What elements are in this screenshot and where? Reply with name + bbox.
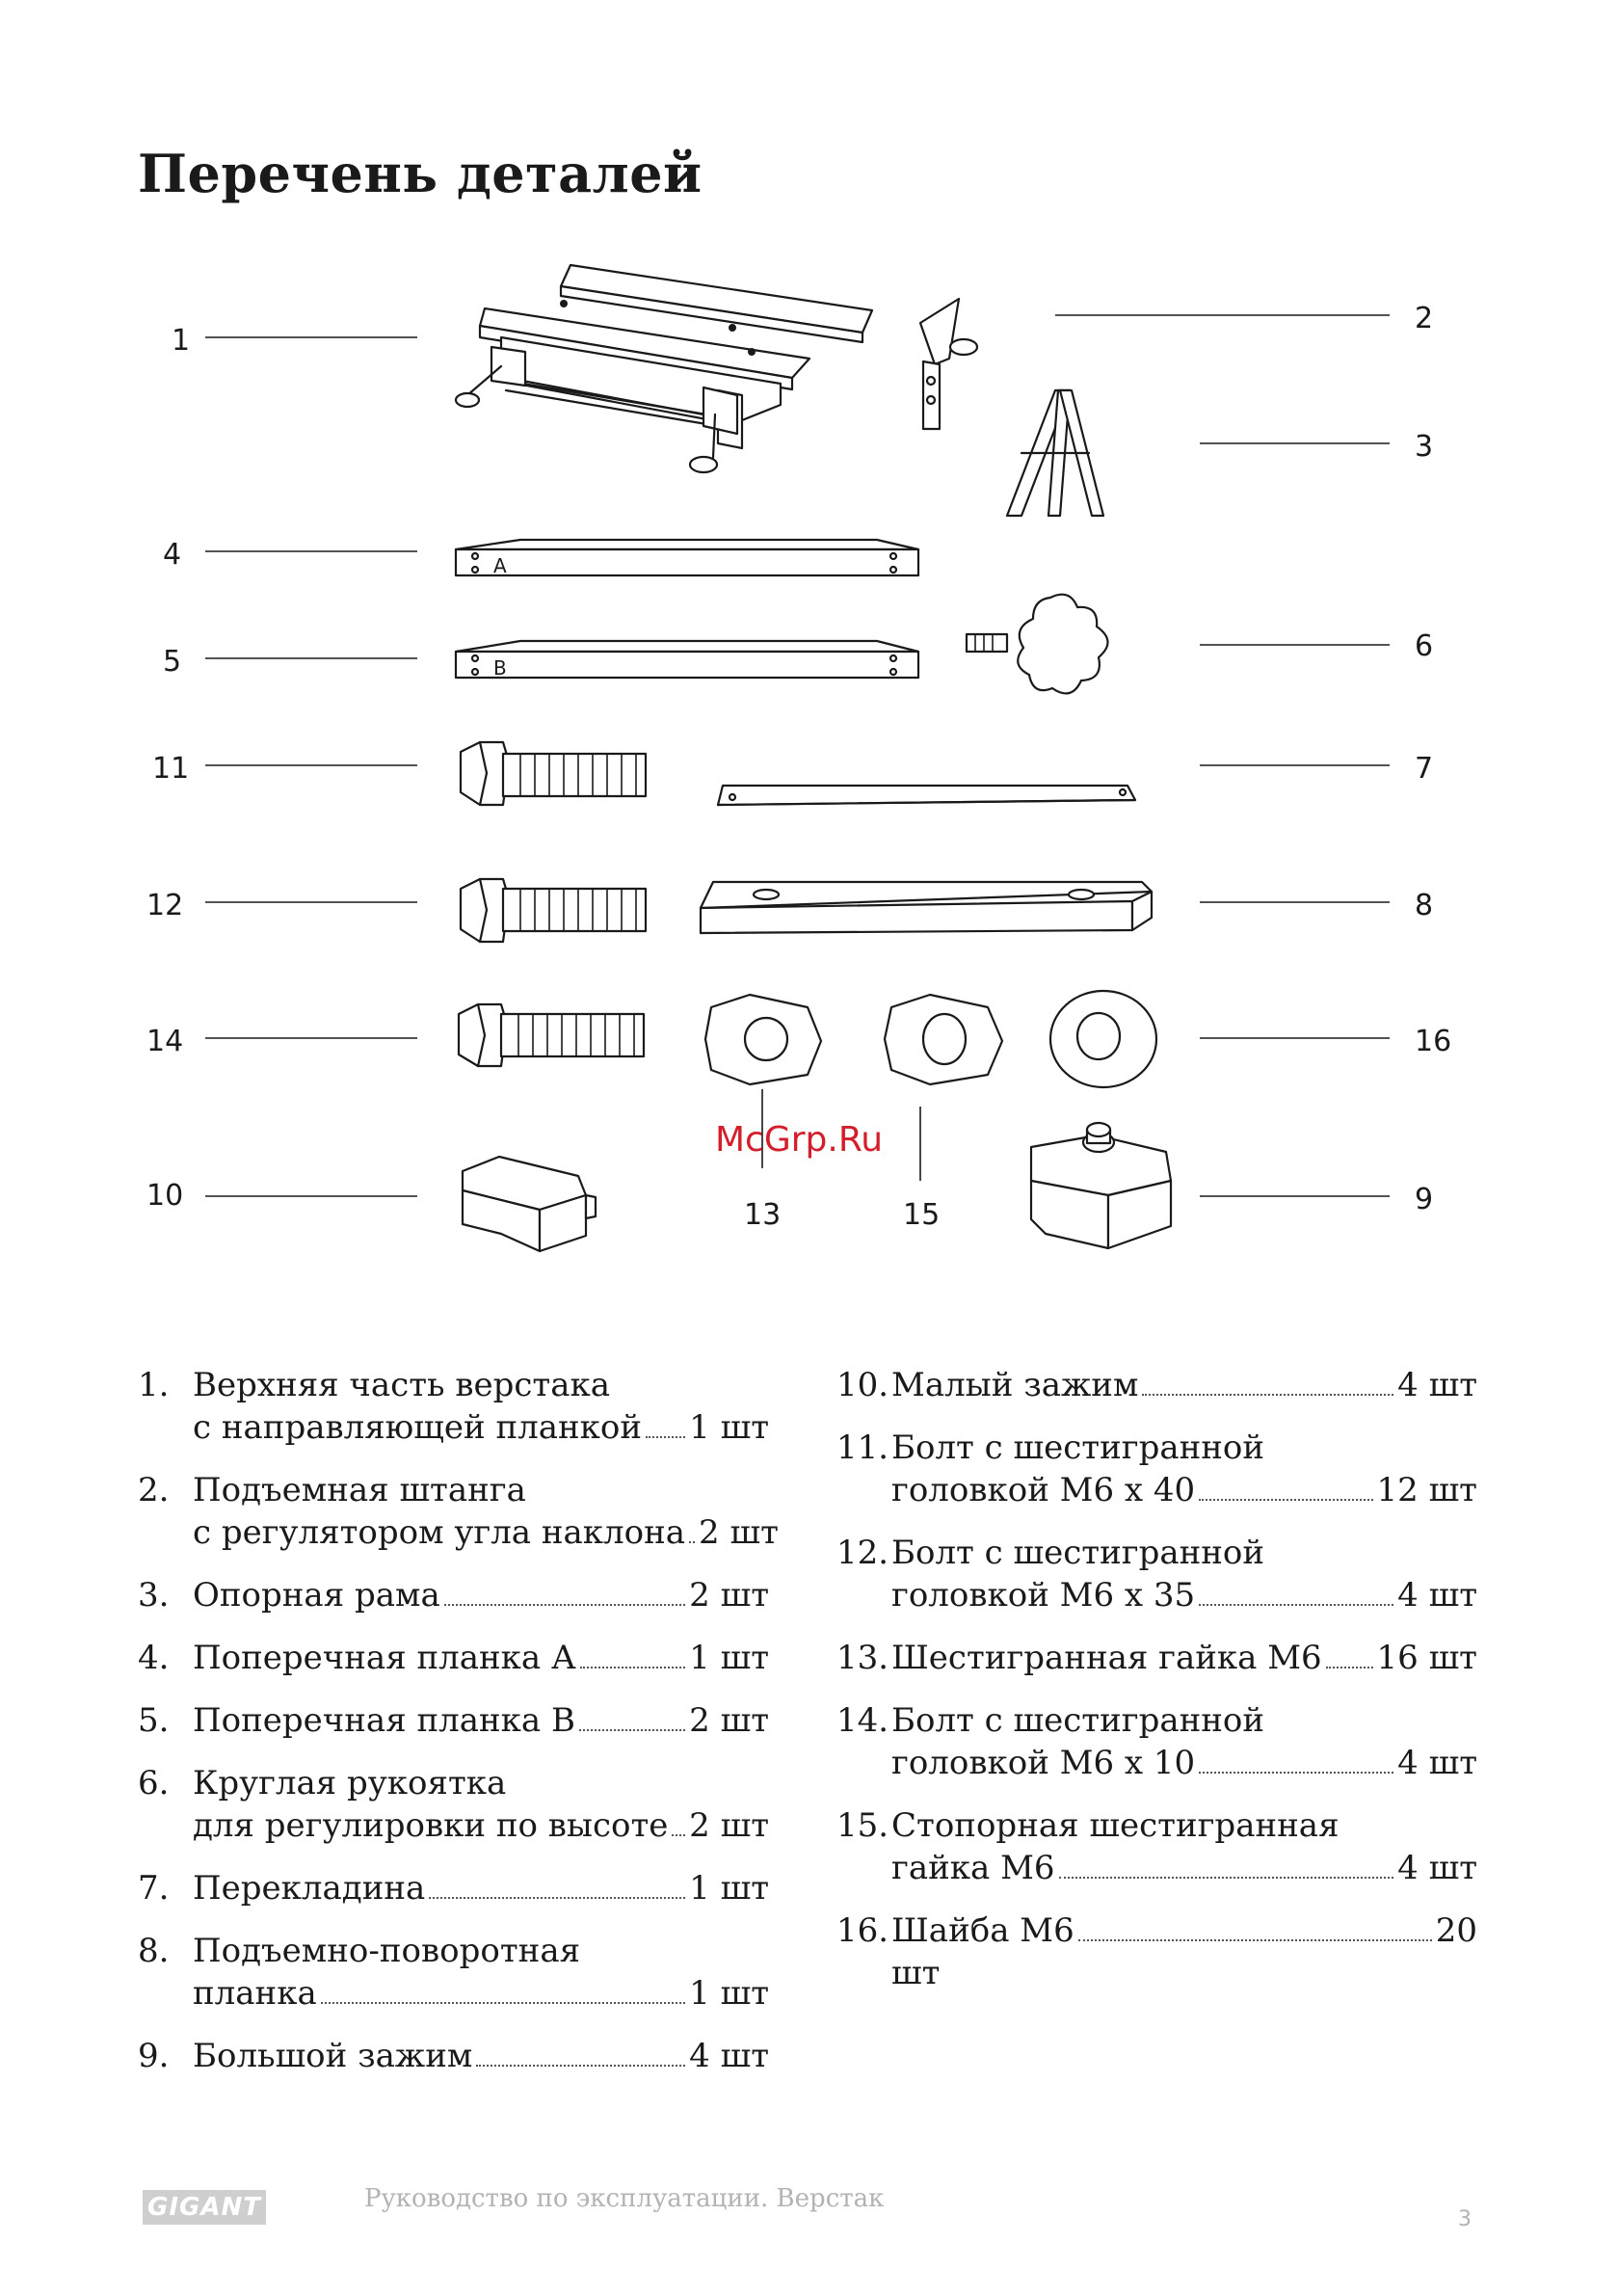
part-description xyxy=(891,1427,1477,1511)
part-number: 2. xyxy=(138,1471,170,1509)
part-item xyxy=(836,1427,1477,1511)
part-item xyxy=(138,1930,769,2015)
parts-list-right xyxy=(836,1364,1477,2015)
bolt-10-drawing xyxy=(459,1004,644,1066)
part-quantity: 4 шт xyxy=(1397,1849,1477,1887)
part-item xyxy=(836,1532,1477,1616)
part-name: Опорная рама xyxy=(193,1576,440,1615)
label-1: 1 xyxy=(172,324,191,358)
part-item xyxy=(138,1469,779,1554)
label-10: 10 xyxy=(146,1179,184,1213)
leader-dots xyxy=(1059,1877,1394,1879)
part-item xyxy=(138,1699,769,1742)
leader-dots xyxy=(672,1834,685,1836)
lifting-rod-drawing xyxy=(920,299,977,429)
slat-a-letter: A xyxy=(493,554,507,577)
washer-drawing xyxy=(1050,991,1156,1087)
part-description xyxy=(193,1930,769,2015)
part-description xyxy=(891,1699,1477,1784)
part-description xyxy=(193,1364,769,1449)
part-number: 5. xyxy=(138,1701,170,1740)
part-number: 6. xyxy=(138,1764,170,1802)
part-number: 15. xyxy=(836,1806,889,1845)
part-description xyxy=(891,1804,1477,1889)
slat-b-drawing xyxy=(456,641,918,680)
round-knob-drawing xyxy=(967,595,1108,694)
label-16: 16 xyxy=(1415,1025,1452,1058)
part-number: 4. xyxy=(138,1639,170,1677)
part-item xyxy=(138,1762,769,1847)
lock-nut-drawing xyxy=(885,995,1002,1084)
label-9: 9 xyxy=(1415,1183,1434,1216)
leader-dots xyxy=(1326,1667,1373,1669)
part-description xyxy=(193,1574,769,1616)
part-description xyxy=(891,1532,1477,1616)
part-description xyxy=(891,1909,1477,1994)
label-12: 12 xyxy=(146,889,184,922)
slat-b-letter: B xyxy=(493,656,507,680)
part-number: 3. xyxy=(138,1576,170,1615)
part-name-line: Подъемная штанга xyxy=(193,1471,526,1509)
part-description xyxy=(193,1867,769,1909)
part-description xyxy=(193,1637,769,1679)
leader-dots xyxy=(1199,1604,1393,1606)
part-item xyxy=(836,1637,1477,1679)
part-item xyxy=(836,1804,1477,1889)
leader-dots xyxy=(444,1604,685,1606)
part-number: 12. xyxy=(836,1534,889,1572)
part-quantity: 2 шт xyxy=(699,1513,779,1552)
part-quantity: 2 шт xyxy=(689,1806,769,1845)
page-number: 3 xyxy=(1458,2207,1472,2231)
label-3: 3 xyxy=(1415,430,1434,464)
part-quantity: 12 шт xyxy=(1376,1471,1477,1509)
crossbar-drawing xyxy=(718,786,1135,805)
label-7: 7 xyxy=(1415,752,1434,786)
part-quantity: 1 шт xyxy=(689,1869,769,1908)
leader-dots xyxy=(429,1897,685,1899)
label-8: 8 xyxy=(1415,889,1434,922)
label-13: 13 xyxy=(744,1198,782,1232)
part-description xyxy=(891,1637,1477,1679)
part-name: головкой М6 х 10 xyxy=(891,1744,1196,1782)
label-11: 11 xyxy=(152,752,190,786)
part-item xyxy=(836,1364,1477,1406)
leader-dots xyxy=(1142,1394,1393,1396)
part-name-line: Стопорная шестигранная xyxy=(891,1806,1339,1845)
part-quantity: 1 шт xyxy=(689,1639,769,1677)
part-name: Поперечная планка А xyxy=(193,1639,576,1677)
part-description xyxy=(193,1762,769,1847)
leader-dots xyxy=(580,1667,685,1669)
part-name: Перекладина xyxy=(193,1869,426,1908)
page-title: Перечень деталей xyxy=(138,143,703,204)
part-number: 8. xyxy=(138,1932,170,1970)
part-description xyxy=(891,1364,1477,1406)
leader-dots xyxy=(1199,1499,1372,1501)
part-number: 11. xyxy=(836,1428,889,1467)
part-name: Малый зажим xyxy=(891,1366,1139,1404)
part-description xyxy=(193,1699,769,1742)
part-name: головкой М6 х 40 xyxy=(891,1471,1196,1509)
part-item xyxy=(138,1867,769,1909)
part-item xyxy=(836,1909,1477,1994)
bolt-35-drawing xyxy=(461,879,646,942)
part-item xyxy=(138,1364,769,1449)
footer-text: Руководство по эксплуатации. Верстак xyxy=(364,2184,885,2213)
part-name: Шайба М6 xyxy=(891,1911,1074,1950)
part-number: 16. xyxy=(836,1911,889,1950)
label-15: 15 xyxy=(903,1198,941,1232)
hex-nut-drawing xyxy=(705,995,821,1084)
label-5: 5 xyxy=(163,645,182,679)
part-name-line: Болт с шестигранной xyxy=(891,1701,1265,1740)
part-name: с регулятором угла наклона xyxy=(193,1513,686,1552)
part-number: 10. xyxy=(836,1366,889,1404)
small-clamp-drawing xyxy=(463,1157,596,1251)
part-number: 9. xyxy=(138,2037,170,2075)
leader-dots xyxy=(579,1729,685,1731)
part-number: 14. xyxy=(836,1701,889,1740)
part-number: 7. xyxy=(138,1869,170,1908)
part-name: планка xyxy=(193,1974,317,2013)
part-name-line: Болт с шестигранной xyxy=(891,1428,1265,1467)
part-name: головкой М6 х 35 xyxy=(891,1576,1196,1615)
part-name-line: Болт с шестигранной xyxy=(891,1534,1265,1572)
part-item xyxy=(138,1637,769,1679)
label-2: 2 xyxy=(1415,302,1434,335)
swivel-bar-drawing xyxy=(701,882,1152,933)
part-name: с направляющей планкой xyxy=(193,1408,643,1447)
slat-a-drawing xyxy=(456,540,918,577)
part-quantity: 1 шт xyxy=(689,1408,769,1447)
part-item xyxy=(138,2035,769,2077)
workbench-top-drawing xyxy=(456,265,872,472)
part-quantity: 4 шт xyxy=(689,2037,769,2075)
part-name-line: Верхняя часть верстака xyxy=(193,1366,611,1404)
label-14: 14 xyxy=(146,1025,184,1058)
leader-dots xyxy=(321,2002,685,2004)
part-description xyxy=(193,2035,769,2077)
brand-logo: GIGANT xyxy=(143,2190,266,2225)
part-number: 13. xyxy=(836,1639,889,1677)
part-quantity: 2 шт xyxy=(689,1576,769,1615)
label-6: 6 xyxy=(1415,629,1434,663)
part-name: для регулировки по высоте xyxy=(193,1806,669,1845)
part-item xyxy=(836,1699,1477,1784)
part-number: 1. xyxy=(138,1366,170,1404)
part-name: Шестигранная гайка М6 xyxy=(891,1639,1322,1677)
part-quantity-unit: шт xyxy=(891,1954,941,1992)
part-description xyxy=(193,1469,779,1554)
part-quantity: 4 шт xyxy=(1397,1366,1477,1404)
part-name: Большой зажим xyxy=(193,2037,473,2075)
label-4: 4 xyxy=(163,538,182,572)
part-name: гайка М6 xyxy=(891,1849,1055,1887)
part-item xyxy=(138,1574,769,1616)
part-name-line: Подъемно-поворотная xyxy=(193,1932,581,1970)
leader-dots xyxy=(476,2065,685,2067)
large-clamp-drawing xyxy=(1031,1123,1171,1248)
part-name-line: Круглая рукоятка xyxy=(193,1764,507,1802)
part-quantity: 16 шт xyxy=(1376,1639,1477,1677)
part-name: Поперечная планка В xyxy=(193,1701,575,1740)
support-frame-drawing xyxy=(1007,390,1103,516)
part-quantity: 20 xyxy=(1435,1911,1477,1950)
part-quantity: 4 шт xyxy=(1397,1576,1477,1615)
parts-list-left xyxy=(138,1364,779,2097)
leader-dots xyxy=(689,1541,695,1543)
watermark: McGrp.Ru xyxy=(715,1120,884,1160)
leader-dots xyxy=(1078,1939,1432,1941)
part-quantity: 1 шт xyxy=(689,1974,769,2013)
bolt-40-drawing xyxy=(461,742,646,805)
part-quantity: 2 шт xyxy=(689,1701,769,1740)
leader-dots xyxy=(646,1436,685,1438)
part-quantity: 4 шт xyxy=(1397,1744,1477,1782)
leader-dots xyxy=(1199,1772,1393,1774)
